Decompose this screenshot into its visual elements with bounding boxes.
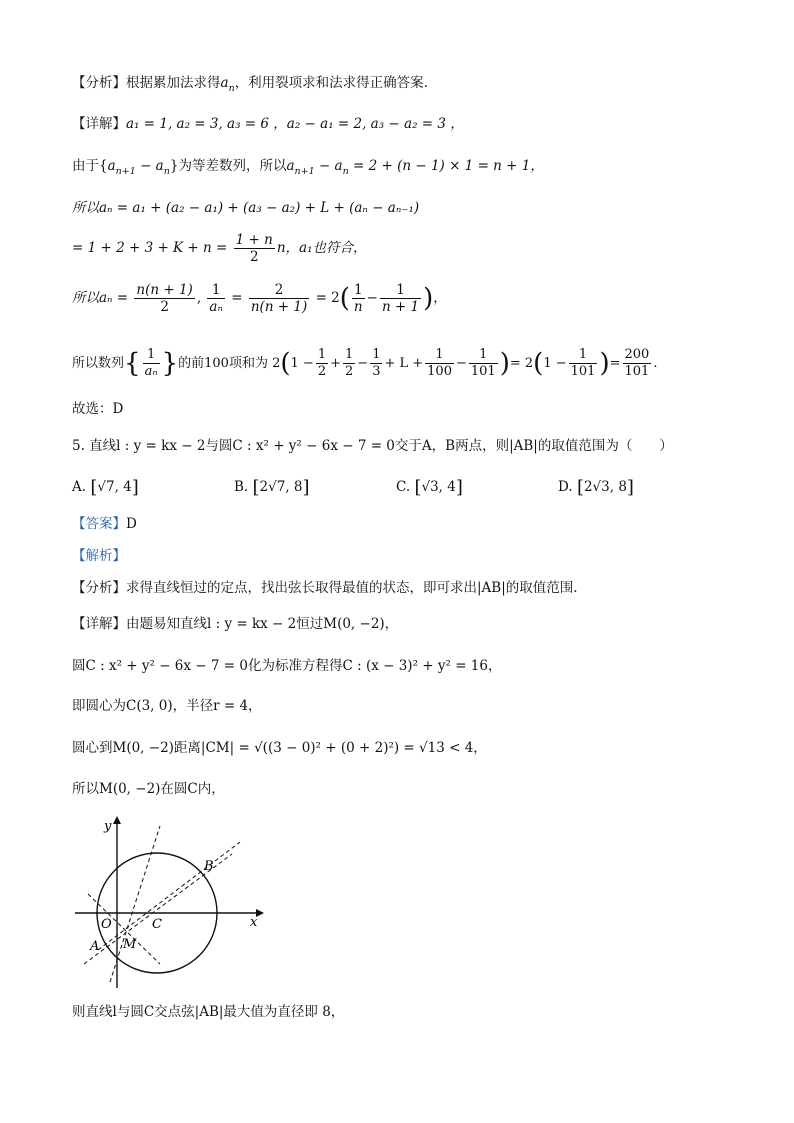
right-bracket: ] xyxy=(626,477,634,498)
right-paren: ) xyxy=(423,283,434,314)
conclusion-line: 则直线l与圆C交点弦|AB|最大值为直径即 8， xyxy=(72,1004,345,1020)
denominator: n xyxy=(353,299,363,315)
denominator: 101 xyxy=(470,364,496,379)
text-segment: . xyxy=(653,356,658,371)
sum-formula-line xyxy=(72,232,366,265)
text-segment: , xyxy=(196,290,202,306)
right-bracket: ] xyxy=(455,477,463,498)
arithmetic-sequence-line xyxy=(72,157,544,181)
fraction xyxy=(316,347,328,380)
text-segment: 所以数列 xyxy=(72,356,125,371)
denominator: aₙ xyxy=(209,299,223,315)
analysis-line-2 xyxy=(72,579,578,597)
fraction xyxy=(425,347,454,380)
denominator: aₙ xyxy=(144,364,158,379)
x-axis-label: x xyxy=(250,915,258,930)
text-segment: 的前100项和为 2 xyxy=(178,356,281,371)
analysis-label: 【分析】 xyxy=(72,75,126,91)
subscript: n xyxy=(342,166,349,177)
center-label: C xyxy=(152,917,162,932)
center-line: 即圆心为C(3, 0)，半径r = 4， xyxy=(72,698,262,714)
left-bracket: [ xyxy=(90,477,98,498)
denominator: 3 xyxy=(372,364,381,379)
numerator: 200 xyxy=(624,347,650,362)
numerator: 1 xyxy=(345,347,354,362)
detail-label: 【详解】 xyxy=(72,116,126,132)
subscript: n+1 xyxy=(115,166,136,177)
detail-text: a₁ = 1, a₂ = 3, a₃ = 6 ，a₂ − a₁ = 2, a₃ − a₂ = 3 ， xyxy=(126,116,464,132)
detail-label: 【详解】 xyxy=(72,616,126,632)
point-m-label: M xyxy=(123,937,137,952)
question-5: 5. 直线l : y = kx − 2与圆C : x² + y² − 6x − 7 = 0交于A，B两点，则|AB|的取值范围为（ ） xyxy=(72,438,673,454)
text-segment: − xyxy=(455,356,467,371)
analysis-rest: ，利用裂项求和法求得正确答案. xyxy=(234,75,428,91)
fraction xyxy=(207,282,225,315)
fraction xyxy=(134,282,194,315)
denominator: 2 xyxy=(249,249,259,265)
numerator: 1 xyxy=(143,347,160,364)
right-paren: ) xyxy=(599,348,610,379)
fraction xyxy=(623,347,652,380)
fraction xyxy=(143,347,160,380)
numerator: 1 xyxy=(207,282,225,299)
left-brace: { xyxy=(124,348,141,379)
denominator: 100 xyxy=(427,364,452,379)
inside-line: 所以M(0, −2)在圆C内， xyxy=(72,781,225,797)
text-segment: − a xyxy=(314,158,343,174)
left-paren: ( xyxy=(339,283,350,314)
text-segment: 1 − xyxy=(290,356,314,371)
option-value: 2√7, 8 xyxy=(259,479,303,495)
option-letter: D. xyxy=(558,479,573,495)
denominator: 101 xyxy=(624,364,650,379)
text-segment: − xyxy=(366,290,378,306)
left-paren: ( xyxy=(533,348,544,379)
analysis-subscript: n xyxy=(228,83,235,94)
right-brace: } xyxy=(161,348,179,379)
left-bracket: [ xyxy=(252,477,260,498)
answer-line xyxy=(72,515,137,533)
option-letter: A. xyxy=(72,479,87,495)
fraction xyxy=(370,347,382,380)
text-segment: n，a₁也符合， xyxy=(276,240,367,256)
denominator: n(n + 1) xyxy=(250,299,308,315)
subscript: n xyxy=(163,166,170,177)
fraction xyxy=(234,232,275,265)
answer-value: D xyxy=(126,516,137,532)
numerator: 1 xyxy=(569,347,598,364)
detail-line-2 xyxy=(72,615,398,633)
denominator: 2 xyxy=(160,299,169,315)
denominator: 101 xyxy=(570,364,596,379)
text-segment: a xyxy=(286,158,295,174)
numerator: 1 xyxy=(372,347,381,362)
text-segment: ， xyxy=(433,290,447,306)
left-bracket: [ xyxy=(576,477,584,498)
fraction xyxy=(249,282,309,315)
right-bracket: ] xyxy=(302,477,310,498)
numerator: 2 xyxy=(249,282,309,299)
option-c xyxy=(396,477,463,498)
analysis-text: 根据累加法求得 xyxy=(126,75,221,91)
detail-line-1 xyxy=(72,115,464,133)
numerator: 1 xyxy=(425,347,454,364)
analysis-label: 【分析】 xyxy=(72,580,126,596)
fraction xyxy=(343,347,355,380)
numerator: 1 xyxy=(469,347,498,364)
fraction xyxy=(352,282,365,315)
analysis-symbol: a xyxy=(220,75,229,91)
option-letter: C. xyxy=(396,479,411,495)
denominator: 2 xyxy=(317,364,327,379)
text-segment: + L + xyxy=(384,356,424,371)
numerator: 1 xyxy=(352,282,365,299)
option-d xyxy=(558,477,634,498)
text-segment: − a xyxy=(135,158,164,174)
fraction xyxy=(380,282,421,315)
fraction xyxy=(469,347,498,380)
text-segment: }为等差数列，所以 xyxy=(169,158,287,174)
telescoping-line: 所以aₙ = a₁ + (a₂ − a₁) + (a₃ − a₂) + L + (aₙ − aₙ₋₁) xyxy=(72,200,420,216)
text-segment: 1 − xyxy=(543,356,567,371)
subscript: n+1 xyxy=(294,166,315,177)
analysis-line-1 xyxy=(72,74,428,98)
distance-line: 圆心到M(0, −2)距离|CM| = √((3 − 0)² + (0 + 2)²) = √13 < 4， xyxy=(72,740,487,756)
text-segment: 所以aₙ = xyxy=(72,290,129,306)
option-letter: B. xyxy=(234,479,249,495)
left-bracket: [ xyxy=(414,477,422,498)
text-segment: = 2 xyxy=(315,290,340,306)
jiexi-label: 【解析】 xyxy=(72,548,126,564)
circle-equation-line: 圆C : x² + y² − 6x − 7 = 0化为标准方程得C : (x − 3)² + y² = 16， xyxy=(72,658,502,674)
numerator: 1 + n xyxy=(235,232,273,248)
text-segment: = 1 + 2 + 3 + K + n = xyxy=(72,240,228,256)
circle-figure xyxy=(70,812,270,992)
y-axis-label: y xyxy=(104,819,112,834)
text-segment: = xyxy=(609,356,621,371)
analysis-text: 求得直线恒过的定点，找出弦长取得最值的状态，即可求出|AB|的取值范围. xyxy=(126,580,578,596)
numerator: 1 xyxy=(317,347,327,362)
option-value: √3, 4 xyxy=(421,479,456,495)
choice-line: 故选：D xyxy=(72,401,124,417)
text-segment: − xyxy=(357,356,369,371)
option-b xyxy=(234,477,310,498)
origin-label: O xyxy=(101,917,112,932)
denominator: 2 xyxy=(345,364,354,379)
option-a xyxy=(72,477,139,498)
reciprocal-line xyxy=(72,282,447,315)
text-segment: a xyxy=(107,158,116,174)
point-a-label: A xyxy=(90,939,100,954)
detail-text: 由题易知直线l : y = kx − 2恒过M(0, −2)， xyxy=(126,616,399,632)
answer-label: 【答案】 xyxy=(72,516,126,532)
point-b-label: B xyxy=(204,859,214,874)
text-segment: = 2 + (n − 1) × 1 = n + 1， xyxy=(348,158,544,174)
text-segment: = xyxy=(231,290,243,306)
option-value: 2√3, 8 xyxy=(583,479,627,495)
sum-100-line xyxy=(72,347,657,380)
dashed-line-4 xyxy=(98,842,240,950)
text-segment: = 2 xyxy=(509,356,534,371)
text-segment: + xyxy=(330,356,341,371)
right-paren: ) xyxy=(499,348,510,379)
option-value: √7, 4 xyxy=(97,479,132,495)
left-paren: ( xyxy=(280,348,291,379)
text-segment: 由于{ xyxy=(72,158,108,174)
numerator: 1 xyxy=(380,282,421,299)
numerator: n(n + 1) xyxy=(136,282,193,298)
denominator: n + 1 xyxy=(381,299,420,315)
fraction xyxy=(569,347,598,380)
y-axis-arrow xyxy=(113,816,121,824)
right-bracket: ] xyxy=(131,477,139,498)
